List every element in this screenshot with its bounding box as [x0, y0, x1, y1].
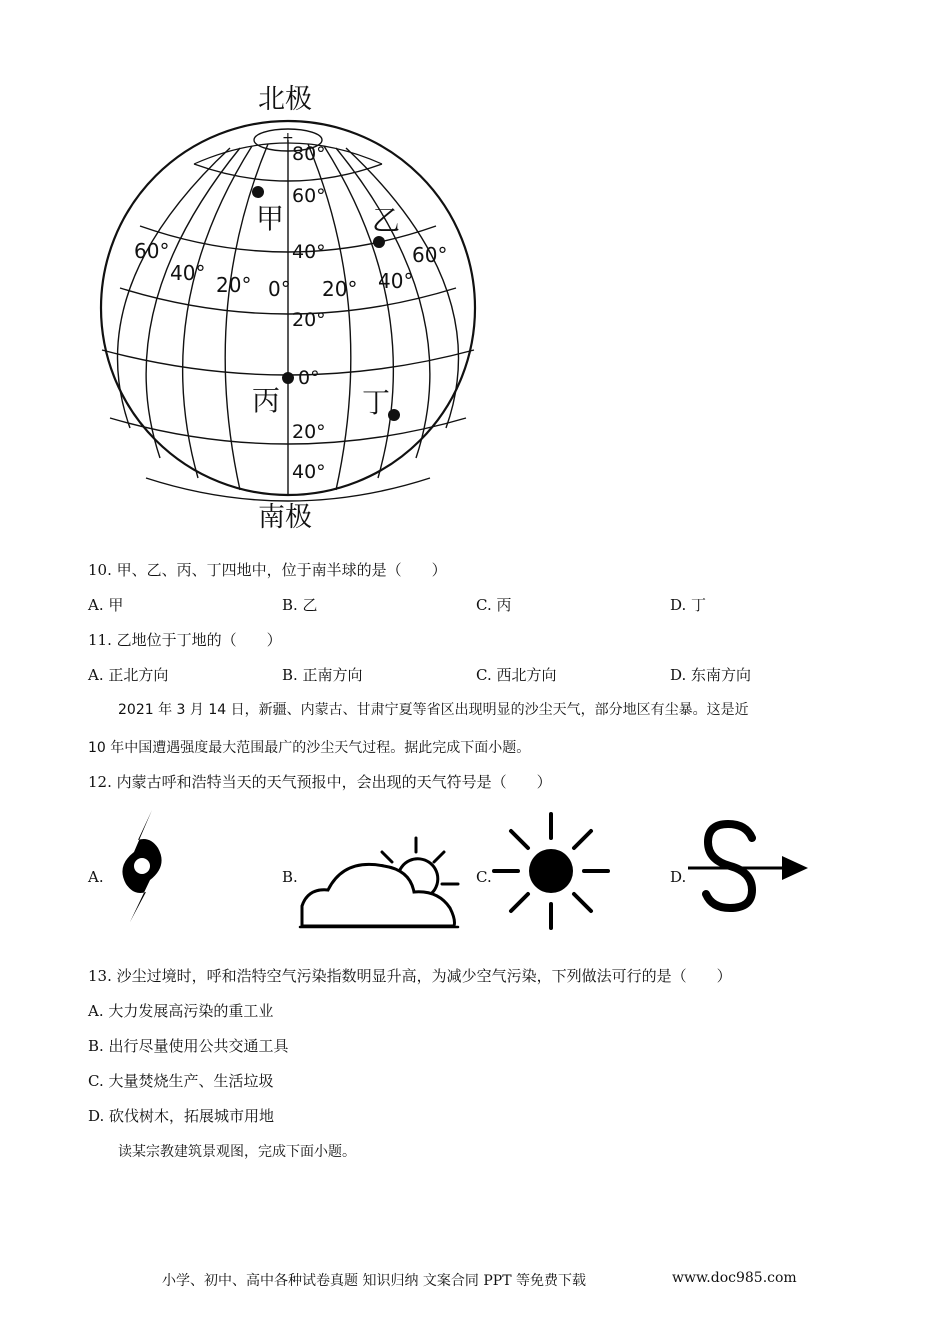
- q10-option-d[interactable]: D. 丁: [670, 596, 707, 614]
- q11-option-b[interactable]: B. 正南方向: [282, 666, 363, 684]
- footer-url[interactable]: www.doc985.com: [672, 1270, 797, 1286]
- q11-stem: 11. 乙地位于丁地的（ ）: [88, 631, 282, 649]
- north-pole-label: 北极: [258, 84, 312, 115]
- lat-label-20: 20°: [292, 309, 326, 331]
- lat-label-s20: 20°: [292, 421, 326, 443]
- footer-text: 小学、初中、高中各种试卷真题 知识归纳 文案合同 PPT 等免费下载: [162, 1273, 586, 1289]
- q13-option-d[interactable]: D. 砍伐树木，拓展城市用地: [88, 1107, 275, 1125]
- label-ding: 丁: [362, 386, 391, 419]
- lon-label-e20: 20°: [322, 277, 358, 301]
- next-section-intro: 读某宗教建筑景观图，完成下面小题。: [118, 1144, 356, 1160]
- q11-option-c[interactable]: C. 西北方向: [476, 666, 557, 684]
- q11-option-d[interactable]: D. 东南方向: [670, 666, 752, 684]
- q10-option-c[interactable]: C. 丙: [476, 596, 512, 614]
- q10-option-b[interactable]: B. 乙: [282, 596, 318, 614]
- passage-line-1: 2021 年 3 月 14 日，新疆、内蒙古、甘肃宁夏等省区出现明显的沙尘天气，部分地区有尘暴。这是近: [118, 702, 749, 718]
- longitude-lines: [118, 140, 459, 495]
- south-pole-label: 南极: [258, 502, 312, 533]
- label-bing: 丙: [252, 384, 281, 417]
- globe-figure: [90, 78, 490, 538]
- lon-label-w60: 60°: [134, 239, 170, 263]
- sun-icon: [492, 812, 610, 930]
- q12-option-d[interactable]: D.: [670, 868, 687, 886]
- q10-stem: 10. 甲、乙、丙、丁四地中，位于南半球的是（ ）: [88, 561, 447, 579]
- lon-label-w40: 40°: [170, 261, 206, 285]
- lat-label-40: 40°: [292, 241, 326, 263]
- q12-option-c[interactable]: C.: [476, 868, 492, 886]
- q12-option-b[interactable]: B.: [282, 868, 298, 886]
- pole-mark: +: [282, 130, 294, 146]
- point-jia: [252, 186, 264, 198]
- lon-label-e60: 60°: [412, 243, 448, 267]
- lat-label-60: 60°: [292, 185, 326, 207]
- typhoon-icon: [112, 808, 172, 924]
- lat-label-0: 0°: [298, 367, 320, 389]
- q12-option-a[interactable]: A.: [88, 868, 104, 886]
- lat-label-80: 80°: [292, 143, 326, 165]
- label-yi: 乙: [372, 204, 401, 237]
- q10-option-a[interactable]: A. 甲: [88, 596, 124, 614]
- lon-label-0: 0°: [268, 277, 291, 301]
- q13-option-b[interactable]: B. 出行尽量使用公共交通工具: [88, 1037, 289, 1055]
- lat-label-s40: 40°: [292, 461, 326, 483]
- q13-option-c[interactable]: C. 大量焚烧生产、生活垃圾: [88, 1072, 274, 1090]
- passage-line-2: 10 年中国遭遇强度最大范围最广的沙尘天气过程。据此完成下面小题。: [88, 740, 531, 756]
- cloud-sun-icon: [298, 836, 462, 932]
- lon-label-w20: 20°: [216, 273, 252, 297]
- lon-label-e40: 40°: [378, 269, 414, 293]
- q12-stem: 12. 内蒙古呼和浩特当天的天气预报中，会出现的天气符号是（ ）: [88, 773, 552, 791]
- point-yi: [373, 236, 385, 248]
- label-jia: 甲: [256, 202, 285, 235]
- q11-option-a[interactable]: A. 正北方向: [88, 666, 169, 684]
- point-bing: [282, 372, 294, 384]
- q13-option-a[interactable]: A. 大力发展高污染的重工业: [88, 1002, 274, 1020]
- q13-stem: 13. 沙尘过境时，呼和浩特空气污染指数明显升高，为减少空气污染，下列做法可行的是（ ）: [88, 967, 732, 985]
- sandstorm-icon: [686, 820, 810, 914]
